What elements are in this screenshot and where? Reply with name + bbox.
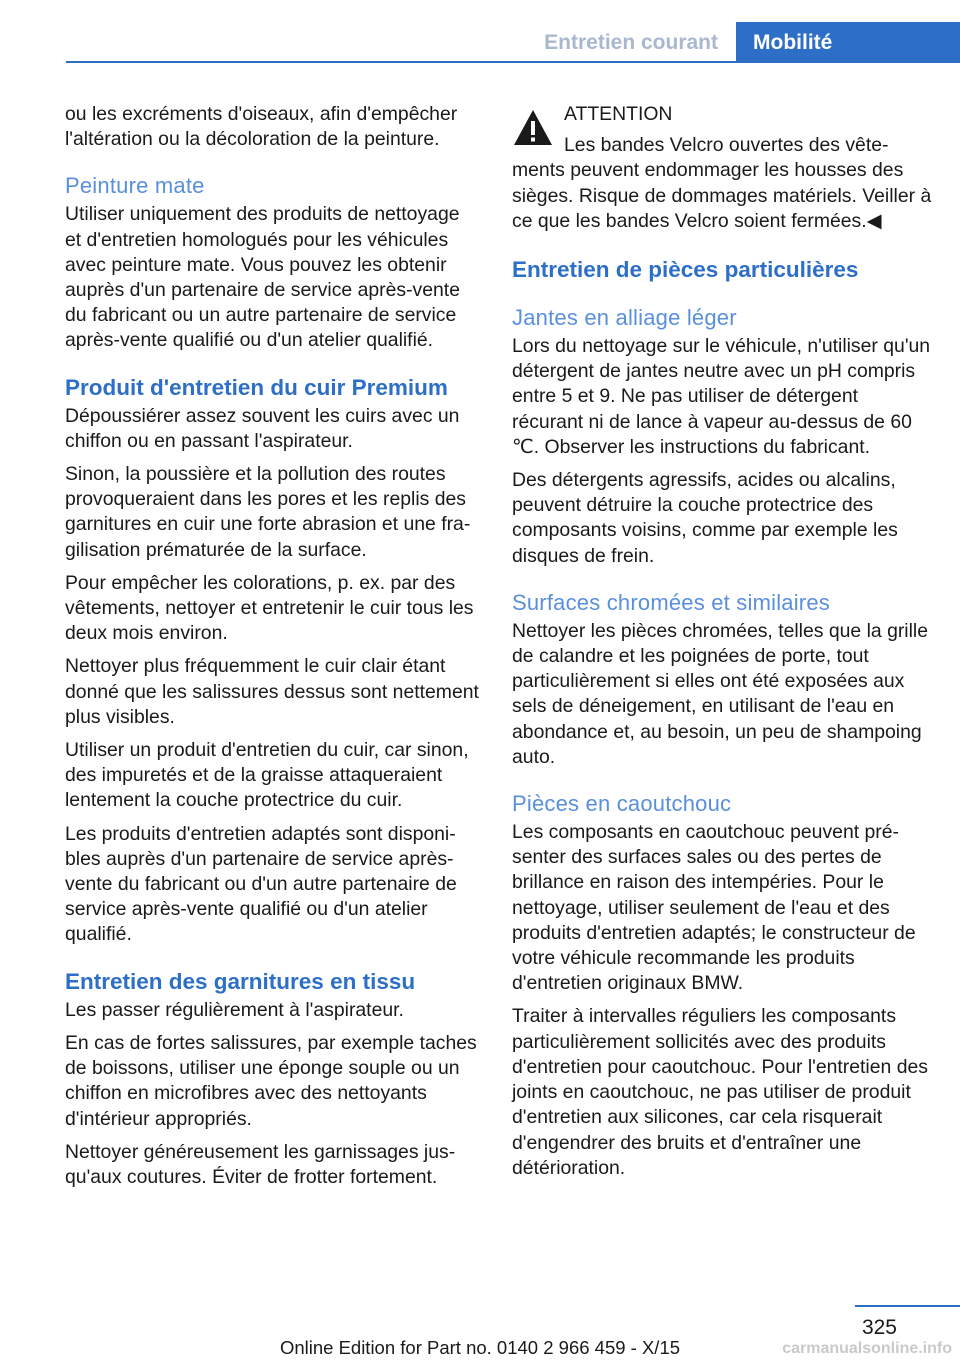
warning-title: ATTENTION [564,103,673,125]
heading-surfaces-chromees: Surfaces chromées et similaires [512,589,830,615]
header-rule [66,61,960,63]
paragraph-cuir-2: Sinon, la poussière et la pollution des routes provoqueraient dans les pores et les replis des garnitures en cuir une forte abrasion et une fragilisation prématurée de la surface. [65,463,471,561]
paragraph-tissu-2: En cas de fortes salissures, par exemple taches de boissons, utiliser une éponge souple ou un chiffon en microfibres avec des nettoyants d'intérieur appropriés. [65,1031,477,1130]
paragraph-jantes-2: Des détergents agressifs, acides ou alcalins, peuvent détruire la couche protectrice des composants voisins, comme par exemple les disques de frein. [512,469,898,567]
paragraph-cuir-4: Nettoyer plus fréquemment le cuir clair étant donné que les salissures dessus sont nettement plus visibles. [65,655,479,728]
heading-peinture-mate: Peinture mate [65,173,205,199]
heading-caoutchouc: Pièces en caoutchouc [512,791,732,817]
watermark: carmanualsonline.info [782,1340,952,1357]
paragraph-peinture: Utiliser uniquement des produits de nettoyage et d'entretien homologués pour les véhicules avec peinture mate. Vous pouvez les obtenir auprès d'un partenaire de service après-vente du fabricant ou un autre partenaire de service après-vente qualifié ou d'un atelier qualifié. [65,203,460,352]
paragraph-jantes-1: Lors du nettoyage sur le véhicule, n'utiliser qu'un détergent de jantes neutre avec un pH compris entre 5 et 9. Ne pas utiliser de détergent récurant ni de lance à vapeur au-dessus de 60 ℃. Observer les instructions du fabricant. [512,335,931,458]
paragraph-intro: ou les excréments d'oiseaux, afin d'empêcher l'altération ou la décoloration de la peinture. [65,103,458,151]
footer-rule [855,1305,960,1307]
paragraph-caoutchouc-1: Les composants en caoutchouc peuvent présenter des surfaces sales ou des pertes de brillance en raison des intempéries. Pour le nettoyage, utiliser seulement de l'eau et des produits d'entretien adaptés; le constructeur de votre véhicule recommande les produits d'entretien originaux BMW. [512,821,916,995]
paragraph-cuir-5: Utiliser un produit d'entretien du cuir, car sinon, des impuretés et de la graisse attaqueraient lentement la couche protectrice du cuir. [65,739,469,812]
paragraph-cuir-3: Pour empêcher les colorations, p. ex. par des vêtements, nettoyer et entretenir le cuir tous les deux mois environ. [65,571,474,645]
heading-pieces-particulieres: Entretien de pièces particulières [512,257,859,283]
paragraph-tissu-3: Nettoyer généreusement les garnissages jusqu'aux coutures. Éviter de frotter fortement. [65,1140,456,1188]
page-header [0,0,960,62]
warning-box [512,102,932,234]
chapter-tab-mobilite[interactable]: Mobilité [736,22,960,62]
paragraph-cuir-1: Dépoussiérer assez souvent les cuirs avec un chiffon ou en passant l'aspirateur. [65,404,460,452]
warning-triangle-icon [512,108,554,148]
edition-line: Online Edition for Part no. 0140 2 966 459 - X/15 [279,1337,681,1358]
paragraph-caoutchouc-2: Traiter à intervalles réguliers les composants particulièrement sollicités avec des produits d'entretien pour caoutchouc. Pour l'entretien des joints en caoutchouc, ne pas utiliser de produit d'entretien aux silicones, car cela risquerait d'engendrer des bruits et d'entraîner une détérioration. [512,1005,928,1179]
paragraph-chrome: Nettoyer les pièces chromées, telles que la grille de calandre et les poignées de porte, tout particulièrement si elles ont été exposées aux sels de déneigement, en utilisant de l'eau en abondance et, au besoin, un peu de shampoing auto. [512,619,929,768]
section-tab-entretien[interactable]: Entretien courant [544,31,718,54]
paragraph-tissu-1: Les passer régulièrement à l'aspirateur. [65,998,404,1021]
left-column [65,102,479,1198]
right-column [512,102,932,1189]
page-number: 325 [861,1316,897,1339]
heading-garnitures-tissu: Entretien des garnitures en tissu [65,968,416,994]
warning-text: Les bandes Velcro ouvertes des vêtements peuvent endommager les housses des sièges. Risque de dommages matériels. Veiller à ce que les bandes Velcro soient fermées.◀ [512,134,932,232]
heading-cuir-premium: Produit d'entretien du cuir Premium [65,374,448,400]
heading-jantes: Jantes en alliage léger [512,305,737,331]
paragraph-cuir-6: Les produits d'entretien adaptés sont disponibles auprès d'un partenaire de service après-vente du fabricant ou d'un autre partenaire de service après-vente qualifié ou d'un atelier qualifié. [65,822,457,946]
